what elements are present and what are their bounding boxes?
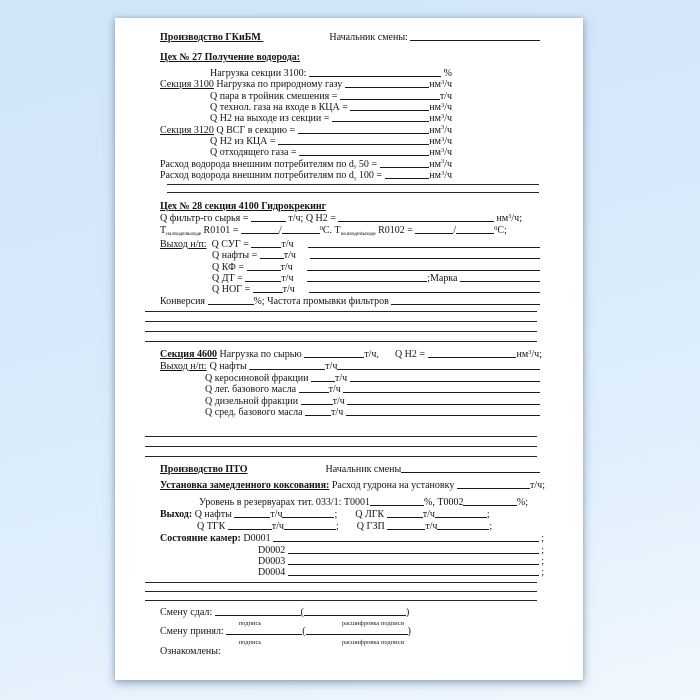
blank-field (309, 292, 540, 293)
text: т/ч (281, 273, 294, 284)
text: Уровень в резервуарах тит. 033/1: Т0001 (199, 497, 371, 508)
text: ; (489, 520, 493, 532)
blank-field (311, 381, 335, 382)
bold-text: Состояние камер: (160, 533, 244, 544)
text: нм (429, 136, 441, 147)
ruled-line (145, 311, 537, 312)
spacer (160, 120, 210, 121)
text: т/ч (328, 384, 344, 395)
ruled-line (145, 446, 537, 447)
blank-field (435, 517, 487, 518)
text: т/ч (331, 407, 346, 418)
superscript: 3 (440, 146, 445, 154)
spacer (160, 269, 212, 270)
text: ; (334, 509, 338, 520)
ruled-line (167, 184, 539, 185)
line-section4600 (160, 349, 542, 361)
spacer (379, 356, 395, 357)
blank-field (410, 40, 540, 41)
blank-field (309, 76, 441, 77)
signature-caption: расшифровка подписи (341, 620, 405, 627)
document-sheet (115, 18, 583, 680)
blank-field (332, 121, 429, 122)
subscript: у (353, 175, 357, 182)
text: %; (516, 497, 528, 508)
blank-field (387, 529, 425, 530)
spacer (293, 269, 307, 270)
blank-field (340, 99, 440, 100)
line-shift-handed-over (160, 607, 540, 618)
bold-text: Выход: (160, 509, 195, 520)
text: Q Н2 = (394, 349, 428, 360)
line-yield-dt (160, 273, 540, 284)
blank-field (299, 392, 329, 393)
line-steam-mixer (160, 91, 452, 102)
text: Q НОГ = (212, 284, 253, 295)
text: Q керосиновой фракции (205, 372, 311, 384)
line-shop27-header (160, 52, 540, 63)
text: ) (407, 625, 411, 637)
blank-field (350, 110, 429, 111)
text: D0001 (243, 533, 274, 544)
text: Q ВСГ в секцию = (213, 124, 298, 136)
heading-text: Установка замедленного коксования: (160, 480, 330, 491)
text: Q дизельной фракции (205, 395, 301, 407)
line-h2-consumers-du100 (160, 170, 452, 183)
blank-field (307, 270, 540, 271)
spacer (160, 257, 212, 258)
heading-text: Производство ГКиБМ (160, 32, 264, 43)
text: /ч (444, 102, 452, 113)
text: Q лег. базового масла (205, 384, 299, 395)
text: Конверсия (160, 295, 208, 307)
line-4600-mid-base-oil (160, 407, 540, 418)
blank-field (347, 404, 540, 405)
line-pto-yield-2 (160, 521, 540, 532)
superscript: 3 (440, 78, 445, 86)
text: ; (486, 509, 490, 520)
text: /ч; (511, 213, 522, 224)
spacer (160, 98, 210, 99)
line-coking-unit (160, 480, 545, 491)
subscript: на входе/выходе (166, 230, 202, 237)
text: т/ч (325, 361, 338, 372)
blank-field (380, 167, 430, 168)
text: Q нафты (209, 361, 250, 372)
superscript: 3 (528, 348, 532, 356)
blank-field (304, 357, 364, 358)
text: Расход водорода внешним потребителям по d (160, 158, 354, 170)
text: нм (493, 213, 509, 224)
spacer (293, 280, 307, 281)
blank-field (415, 233, 453, 234)
blank-field (345, 87, 429, 88)
blank-field (284, 529, 336, 530)
ruled-line (145, 582, 537, 583)
line-shop28-header (160, 201, 540, 212)
text: нм (429, 158, 441, 170)
line-chamber-d0001 (160, 533, 544, 544)
text: Т (160, 225, 167, 236)
text: т/ч (271, 520, 284, 532)
text: т/ч; Q Н2 = (285, 213, 339, 224)
text: Q отходящего газа = (210, 147, 300, 158)
ruled-line (145, 321, 537, 322)
text: Нагрузка по сырью (216, 349, 305, 360)
blank-field (304, 615, 406, 616)
spacer (160, 109, 210, 110)
text: Нагрузка по природному газу (213, 79, 345, 90)
spacer (295, 291, 309, 292)
text: нм (429, 79, 441, 90)
text: т/ч (332, 395, 348, 407)
blank-field (460, 281, 540, 282)
blank-field (228, 529, 272, 530)
heading-text: Производство ПТО (160, 464, 248, 475)
spacer (160, 291, 212, 292)
blank-field (288, 553, 539, 554)
text: т/ч (283, 250, 296, 261)
text: нм (516, 349, 529, 360)
text: Смену сдал: (160, 607, 215, 618)
text: 50 = (356, 158, 380, 170)
text: Q нафты (194, 509, 235, 520)
line-4600-diesel (160, 396, 540, 407)
line-3120-vsg (160, 125, 452, 137)
signature-caption: расшифровка подписи (341, 639, 405, 646)
heading-text: Цех № 27 Получение водорода: (160, 52, 301, 63)
text: т/ч (281, 239, 294, 250)
subscript: у (353, 164, 357, 170)
spacer (160, 403, 205, 404)
line-pto-yield-1 (160, 509, 540, 520)
signature-caption: подпись (238, 639, 262, 646)
text: D0004 (258, 567, 288, 578)
text: Q пара в тройник смешения = (210, 90, 340, 102)
text: С. Т (322, 225, 341, 236)
text: Q ТГК (197, 520, 228, 532)
blank-field (288, 575, 539, 576)
ruled-line (145, 591, 537, 592)
blank-field (370, 505, 424, 506)
text: Q нафты = (212, 250, 260, 261)
line-tank-levels (160, 497, 528, 508)
spacer (160, 414, 205, 415)
blank-field (288, 564, 539, 565)
subscript: на входе/выходе (340, 230, 376, 237)
text: ( (300, 607, 304, 618)
spacer (263, 39, 329, 40)
line-yield-sug (160, 239, 540, 250)
text: т/ч (422, 509, 435, 520)
spacer (337, 516, 355, 517)
blank-field (308, 247, 540, 248)
text: ;Марка (427, 273, 460, 284)
text: Расход гудрона на установку (329, 480, 457, 491)
underlined-label: Секция 3120 (160, 124, 214, 136)
line-acknowledged (160, 646, 540, 657)
superscript: 3 (440, 158, 445, 165)
blank-field (249, 369, 325, 370)
text: R0102 = (375, 225, 416, 236)
text: / (453, 225, 457, 236)
spacer (160, 143, 210, 144)
superscript: 3 (440, 124, 445, 131)
line-yield-kf (160, 262, 540, 273)
blank-field (273, 541, 539, 542)
text: D0003 (258, 556, 288, 567)
spacer (160, 552, 258, 553)
text: ; (538, 544, 544, 556)
blank-field (278, 144, 429, 145)
superscript: 0 (494, 224, 498, 232)
text: нм (429, 124, 441, 136)
blank-field (350, 381, 540, 382)
line-pto-header (160, 464, 540, 475)
blank-field (310, 258, 540, 259)
blank-field (208, 304, 254, 305)
blank-field (251, 247, 281, 248)
ruled-line (145, 600, 537, 601)
spacer (160, 574, 258, 575)
blank-field (463, 505, 516, 506)
text: /ч (444, 113, 452, 124)
line-production-gkibm-header (160, 32, 540, 43)
spacer (160, 391, 205, 392)
text: /ч (444, 124, 452, 136)
text: т/ч (425, 520, 438, 532)
text: нм (429, 147, 441, 158)
text: /ч (444, 136, 452, 147)
spacer (296, 257, 310, 258)
line-chamber-d0002 (160, 545, 544, 556)
blank-field (387, 517, 423, 518)
text: Q СУГ = (211, 239, 252, 250)
blank-field (306, 634, 408, 635)
text: Начальник смены: (329, 32, 411, 43)
ruled-line (145, 341, 537, 342)
text: %, Т0002 (424, 497, 464, 508)
line-load-3100 (160, 68, 452, 79)
line-4600-naphtha (160, 361, 540, 372)
line-4600-light-base-oil (160, 384, 540, 395)
spacer (160, 154, 210, 155)
ruled-line (145, 436, 537, 437)
text: Q Н2 из КЦА = (210, 136, 278, 147)
superscript: 3 (440, 101, 445, 109)
line-3100-natural-gas (160, 79, 452, 91)
underlined-label: Выход н/п: (160, 239, 207, 250)
text: т/ч (280, 261, 293, 273)
line-reactor-temps (160, 225, 540, 238)
text: нм (429, 170, 441, 181)
line-conversion (160, 296, 540, 307)
blank-field (215, 615, 301, 616)
blank-field (260, 258, 284, 259)
underlined-label: Выход н/п: (160, 361, 207, 372)
line-offgas (160, 147, 452, 159)
text: Расход водорода внешним потребителям по d (160, 170, 354, 181)
spacer (160, 380, 205, 381)
blank-field (338, 221, 494, 222)
blank-field (337, 369, 540, 370)
blank-field (346, 415, 540, 416)
line-chamber-d0004 (160, 567, 544, 578)
spacer (160, 75, 210, 76)
text: Начальник смены (325, 464, 402, 475)
text: Q технол. газа на входе в КЦА = (210, 102, 351, 113)
line-shift-accepted (160, 626, 540, 637)
superscript: 3 (440, 112, 445, 120)
ruled-line (145, 456, 537, 457)
line-chamber-d0003 (160, 556, 544, 567)
blank-field (253, 292, 283, 293)
line-filter-feed (160, 213, 522, 225)
text: ; (538, 567, 544, 578)
spacer (160, 563, 258, 564)
text: Q Н2 на выходе из секции = (210, 113, 332, 124)
text: т/ч; (530, 480, 545, 491)
heading-text: Секция 4600 (160, 349, 217, 360)
text: ( (302, 625, 306, 637)
text: ; (335, 520, 339, 532)
signature-caption: подпись (238, 620, 262, 627)
blank-field (401, 472, 540, 473)
text: Q ЛГК (355, 509, 387, 520)
text: %; Частота промывки фильтров (253, 295, 392, 307)
text: D0002 (258, 544, 288, 556)
text: Q ГЗП (356, 520, 388, 532)
text: С; (497, 225, 507, 236)
text: т/ч, (364, 349, 379, 360)
text: /ч (444, 170, 452, 181)
line-h2-section-out (160, 113, 452, 125)
spacer (294, 246, 308, 247)
text: нм (429, 102, 441, 113)
blank-field (385, 178, 430, 179)
text: т/ч (335, 372, 350, 384)
heading-text: Цех № 28 секция 4100 Гидрокрекинг (160, 201, 327, 212)
ruled-line (167, 192, 539, 193)
line-yield-nog (160, 284, 540, 295)
text: ; (538, 556, 544, 567)
blank-field (241, 233, 279, 234)
text: ) (405, 607, 410, 618)
text: /ч (444, 147, 452, 158)
ruled-line (145, 331, 537, 332)
superscript: 3 (508, 212, 512, 220)
text: Q КФ = (212, 261, 247, 273)
blank-field (428, 357, 517, 358)
blank-field (251, 221, 286, 222)
text: нм (429, 113, 441, 124)
underlined-label: Секция 3100 (160, 79, 214, 90)
text: т/ч (270, 509, 283, 520)
spacer (160, 643, 206, 644)
text: Нагрузка секции 3100: (210, 68, 309, 79)
text: ; (538, 533, 544, 544)
blank-field (343, 392, 540, 393)
blank-field (391, 304, 540, 305)
text: Q ДТ = (212, 273, 246, 284)
blank-field (299, 155, 429, 156)
text: / (278, 225, 282, 236)
spacer (160, 280, 212, 281)
blank-field (301, 404, 333, 405)
blank-field (307, 281, 427, 282)
text: 100 = (356, 170, 385, 181)
blank-field (247, 270, 281, 271)
blank-field (282, 517, 334, 518)
text: Смену принял: (160, 625, 227, 637)
text: Ознакомлены: (160, 646, 221, 657)
text: Q сред. базового масла (205, 407, 306, 418)
blank-field (437, 529, 489, 530)
blank-field (234, 517, 270, 518)
blank-field (282, 233, 320, 234)
spacer (248, 471, 326, 472)
blank-field (226, 634, 302, 635)
text: т/ч (282, 284, 295, 295)
blank-field (305, 415, 331, 416)
superscript: 0 (319, 224, 323, 232)
text: /ч (444, 158, 452, 170)
spacer (339, 528, 357, 529)
line-4600-kerosene (160, 373, 540, 384)
blank-field (245, 281, 281, 282)
spacer (160, 504, 199, 505)
spacer (160, 528, 197, 529)
blank-field (457, 488, 530, 489)
text: % (441, 68, 452, 79)
blank-field (298, 133, 430, 134)
blank-field (456, 233, 494, 234)
line-yield-naphtha (160, 250, 540, 261)
text: т/ч (439, 90, 452, 102)
text: R0101 = (201, 225, 241, 236)
text: /ч; (531, 349, 542, 360)
text: Q фильтр-го сырья = (160, 213, 251, 224)
superscript: 3 (440, 135, 445, 143)
text: /ч (444, 79, 452, 90)
superscript: 3 (440, 169, 445, 177)
